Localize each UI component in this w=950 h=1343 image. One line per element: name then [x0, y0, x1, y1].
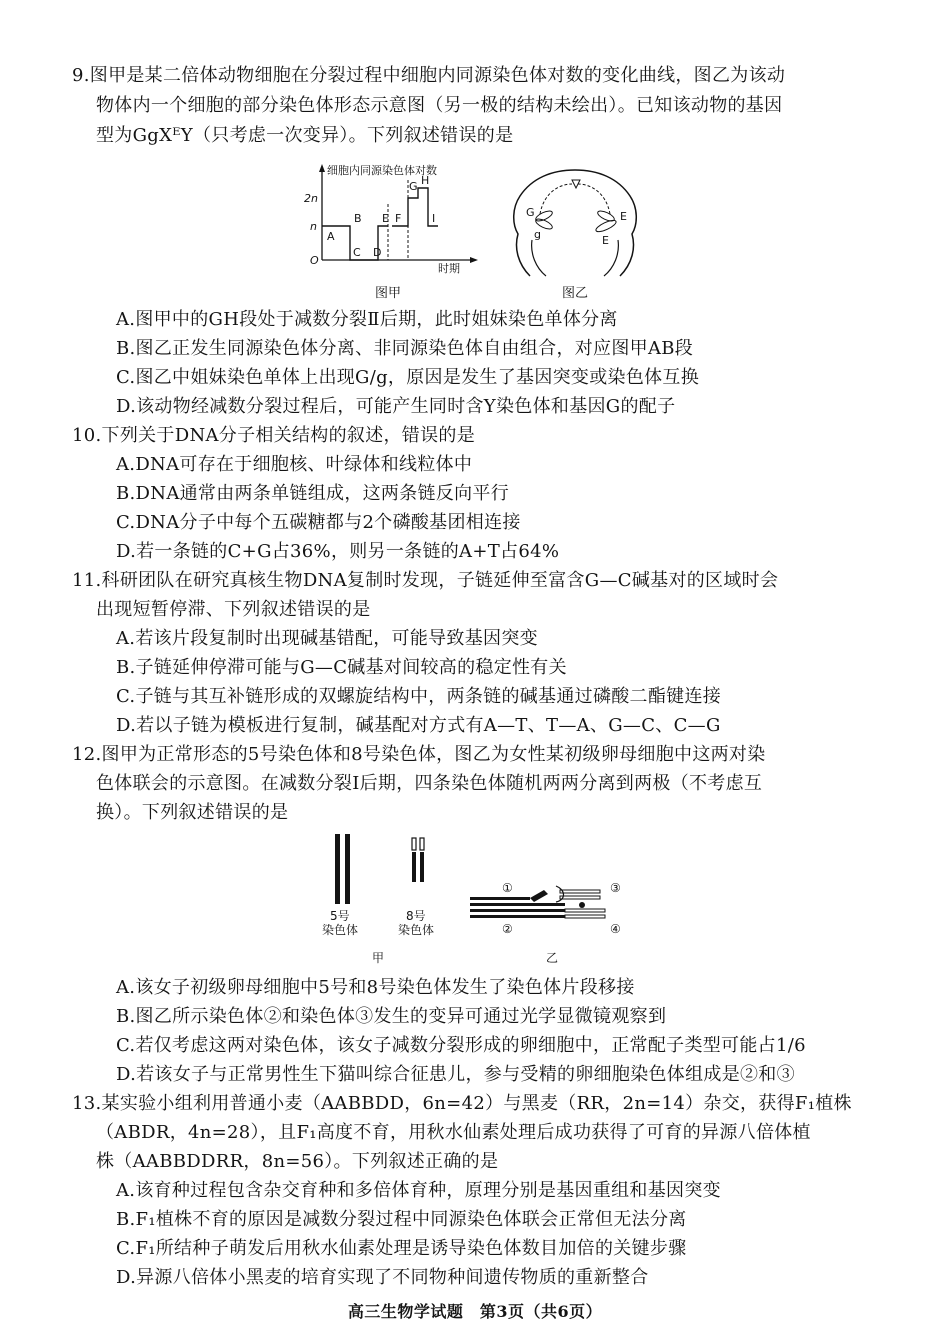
q9-option-d: D.该动物经减数分裂过程后，可能产生同时含Y染色体和基因G的配子 — [116, 396, 676, 417]
ytick-2n: 2n — [304, 192, 318, 205]
cell-inner — [532, 240, 546, 276]
q10-option-c: C.DNA分子中每个五碳糖都与2个磷酸基团相连接 — [116, 512, 521, 533]
q12-option-c: C.若仅考虑这两对染色体，该女子减数分裂形成的卵细胞中，正常配子类型可能占1/6 — [116, 1035, 806, 1056]
q11-option-a: A.若该片段复制时出现碱基错配，可能导致基因突变 — [116, 628, 538, 649]
label-8-line-2: 染色体 — [398, 923, 435, 937]
chromosome-8-a-body — [412, 852, 416, 882]
seg-label-f: F — [395, 212, 402, 225]
q12-option-a: A.该女子初级卵母细胞中5号和8号染色体发生了染色体片段移接 — [116, 977, 635, 998]
gene-label-E1: E — [620, 210, 627, 223]
caption-yi: 乙 — [546, 951, 559, 965]
seg-label-a: A — [327, 230, 335, 243]
q13-option-c: C.F₁所结种子萌发后用秋水仙素处理是诱导染色体数目加倍的关键步骤 — [116, 1238, 687, 1259]
spindle-right — [578, 184, 610, 214]
num-2: ② — [502, 922, 513, 936]
q12-stem-line-1: 12.图甲为正常形态的5号染色体和8号染色体，图乙为女性某初级卵母细胞中这两对染 — [72, 744, 766, 765]
q13-option-a: A.该育种过程包含杂交育种和多倍体育种，原理分别是基因重组和基因突变 — [116, 1180, 721, 1201]
origin-label: O — [310, 254, 319, 267]
page-footer: 高三生物学试题 第3页（共6页） — [347, 1302, 603, 1321]
x-axis-label: 时期 — [438, 262, 460, 275]
fig-jia-chart — [300, 160, 500, 275]
q10-option-d: D.若一条链的C+G占36%，则另一条链的A+T占64% — [116, 541, 560, 562]
q13-stem-line-1: 13.某实验小组利用普通小麦（AABBDD，6n=42）与黑麦（RR，2n=14）杂交，获得F₁植株 — [72, 1093, 852, 1114]
x-axis-arrow — [470, 257, 478, 263]
q9-option-c: C.图乙中姐妹染色单体上出现G/g，原因是发生了基因突变或染色体互换 — [116, 367, 700, 388]
q11-option-d: D.若以子链为模板进行复制，碱基配对方式有A—T、T—A、G—C、C—G — [116, 715, 721, 736]
q13-option-b: B.F₁植株不育的原因是减数分裂过程中同源染色体联会正常但无法分离 — [116, 1209, 687, 1230]
chromosome-right-2 — [595, 218, 618, 234]
chromosome-8-a — [412, 838, 416, 850]
q11-option-c: C.子链与其互补链形成的双螺旋结构中，两条链的碱基通过磷酸二酯键连接 — [116, 686, 722, 707]
caption-jia: 甲 — [372, 951, 385, 965]
q9-stem-line-1: 9.图甲是某二倍体动物细胞在分裂过程中细胞内同源染色体对数的变化曲线，图乙为该动 — [72, 65, 786, 86]
label-5-line-2: 染色体 — [322, 923, 359, 937]
gene-label-E2: E — [602, 234, 609, 247]
fig-q12-chromosomes — [320, 830, 640, 970]
fig-yi-caption: 图乙 — [562, 286, 589, 301]
seg-label-i: I — [432, 212, 436, 225]
num-3: ③ — [610, 881, 621, 895]
q9-option-b: B.图乙正发生同源染色体分离、非同源染色体自由组合，对应图甲AB段 — [116, 338, 694, 359]
q9-option-a: A.图甲中的GH段处于减数分裂Ⅱ后期，此时姐妹染色单体分离 — [116, 309, 618, 330]
chromosome-5-b — [345, 834, 350, 904]
q13-stem-line-2: （ABDR，4n=28），且F₁高度不育，用秋水仙素处理后成功获得了可育的异源八倍体植 — [96, 1122, 811, 1143]
seg-label-e: E — [382, 212, 389, 225]
q10-stem: 10.下列关于DNA分子相关结构的叙述，错误的是 — [72, 425, 476, 446]
seg-label-b: B — [354, 212, 362, 225]
q9-stem-line-2: 物体内一个细胞的部分染色体形态示意图（另一极的结构未绘出）。已知该动物的基因 — [96, 95, 783, 116]
seg-label-c: C — [353, 246, 361, 259]
chromosome-8-b-body — [420, 852, 424, 882]
ytick-n: n — [310, 220, 317, 233]
seg-label-h: H — [421, 174, 430, 187]
q12-option-b: B.图乙所示染色体②和染色体③发生的变异可通过光学显微镜观察到 — [116, 1006, 667, 1027]
y-axis-label: 细胞内同源染色体对数 — [327, 164, 437, 177]
q13-stem-line-3: 株（AABBDDRR，8n=56）。下列叙述正确的是 — [96, 1151, 499, 1172]
q9-stem-line-3: 型为GgXᴱY（只考虑一次变异）。下列叙述错误的是 — [96, 125, 514, 146]
seg-label-g: G — [409, 180, 418, 193]
gene-label-G: G — [526, 206, 535, 219]
seg-label-d: D — [373, 246, 382, 259]
chromosome-5-a — [335, 834, 340, 904]
chromosome-8-b — [420, 838, 424, 850]
label-8-line-1: 8号 — [406, 909, 426, 923]
q10-option-a: A.DNA可存在于细胞核、叶绿体和线粒体中 — [116, 454, 473, 475]
num-1: ① — [502, 881, 513, 895]
synapsis-figure — [470, 886, 605, 918]
q11-stem-line-2: 出现短暂停滞、下列叙述错误的是 — [96, 599, 371, 620]
q11-option-b: B.子链延伸停滞可能与G—C碱基对间较高的稳定性有关 — [116, 657, 567, 678]
q12-stem-line-3: 换）。下列叙述错误的是 — [96, 802, 289, 823]
y-axis-arrow — [319, 164, 325, 172]
fig-jia-caption: 图甲 — [375, 286, 402, 301]
q13-option-d: D.异源八倍体小黑麦的培育实现了不同物种间遗传物质的重新整合 — [116, 1267, 649, 1288]
gene-label-g: g — [534, 228, 541, 241]
num-4: ④ — [610, 922, 621, 936]
q12-stem-line-2: 色体联会的示意图。在减数分裂Ⅰ后期，四条染色体随机两两分离到两极（不考虑互 — [96, 773, 763, 794]
spindle-left — [540, 184, 572, 214]
q12-option-d: D.若该女子与正常男性生下猫叫综合征患儿，参与受精的卵细胞染色体组成是②和③ — [116, 1064, 795, 1085]
fig-yi-cell — [510, 168, 640, 280]
q10-option-b: B.DNA通常由两条单链组成，这两条链反向平行 — [116, 483, 510, 504]
chromosome-left-1 — [534, 209, 553, 223]
q11-stem-line-1: 11.科研团队在研究真核生物DNA复制时发现，子链延伸至富含G—C碱基对的区域时会 — [72, 570, 779, 591]
label-5-line-1: 5号 — [330, 909, 350, 923]
